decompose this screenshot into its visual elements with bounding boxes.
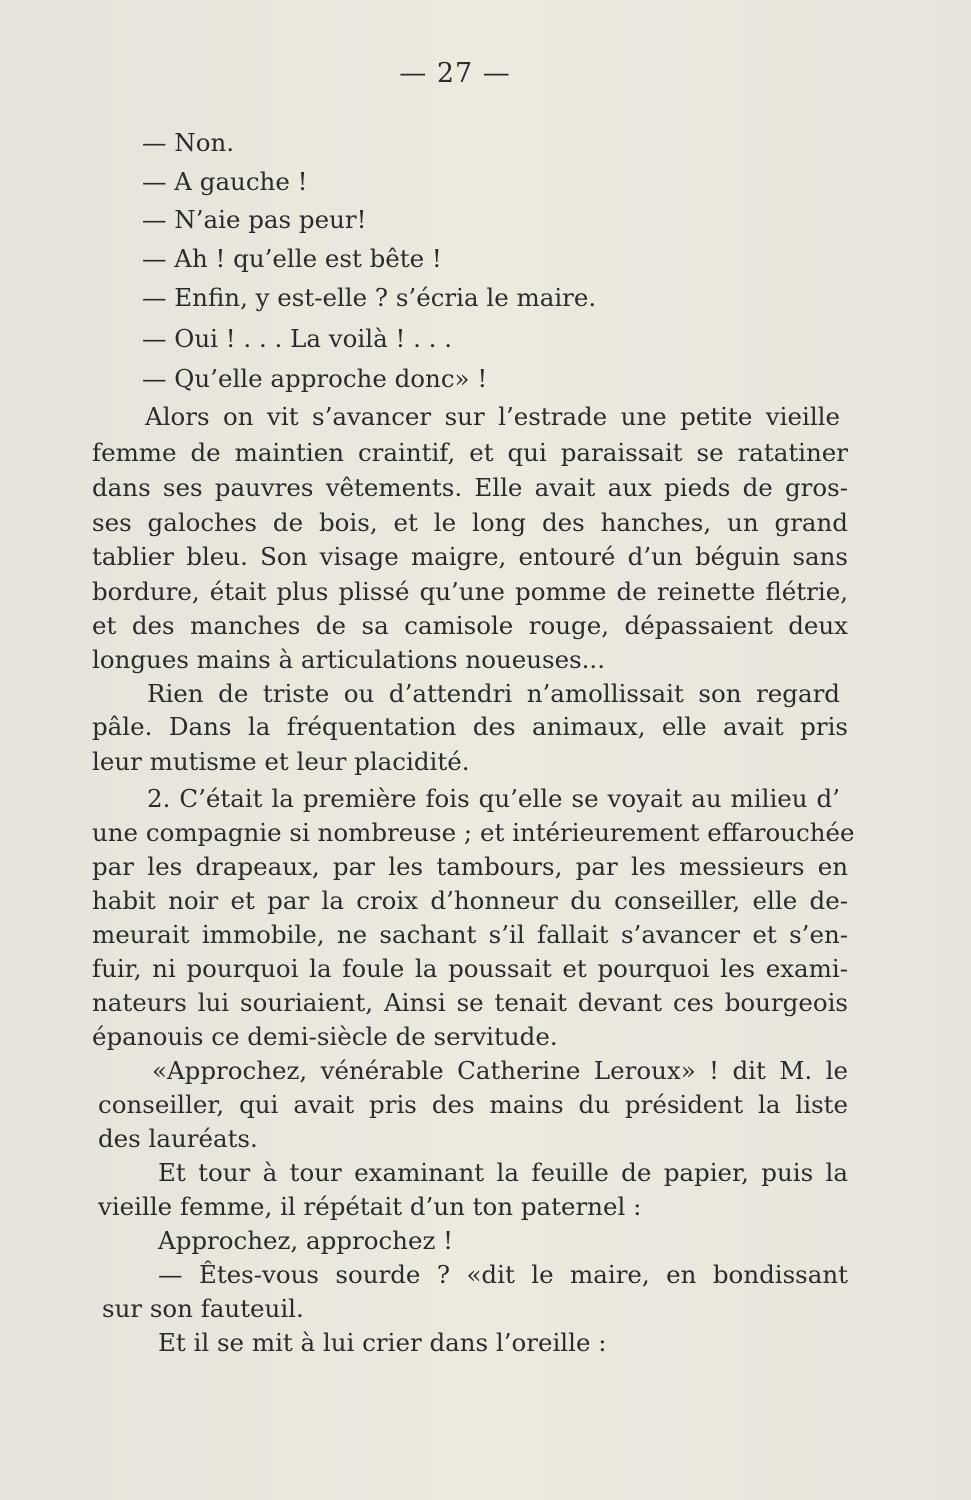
text-line: sur son fauteuil. <box>102 1294 304 1323</box>
text-line: et des manches de sa camisole rouge, dépassaient deux <box>92 611 848 640</box>
text-line: pâle. Dans la fréquentation des animaux, elle avait pris <box>92 712 848 741</box>
text-line: ses galoches de bois, et le long des hanches, un grand <box>92 508 848 537</box>
text-line: habit noir et par la croix d’honneur du conseiller, elle de- <box>92 886 848 915</box>
text-line: femme de maintien craintif, et qui paraissait se ratatiner <box>92 438 848 467</box>
text-line: bordure, était plus plissé qu’une pomme de reinette flétrie, <box>92 577 848 606</box>
text-line: fuir, ni pourquoi la foule la poussait et pourquoi les exami- <box>92 954 848 983</box>
text-line: nateurs lui souriaient, Ainsi se tenait devant ces bourgeois <box>92 988 848 1017</box>
text-line: Et tour à tour examinant la feuille de papier, puis la <box>158 1158 848 1187</box>
text-line: — Êtes-vous sourde ? «dit le maire, en bondissant <box>158 1260 848 1289</box>
text-line: Rien de triste ou d’attendri n’amollissait son regard <box>147 679 840 708</box>
text-line: Approchez, approchez ! <box>158 1226 453 1255</box>
text-line: des lauréats. <box>98 1124 258 1153</box>
text-line: — Ah ! qu’elle est bête ! <box>142 244 442 273</box>
text-line: — Non. <box>142 128 235 157</box>
text-line: — N’aie pas peur! <box>142 205 367 234</box>
page-number: — 27 — <box>399 58 511 89</box>
text-line: par les drapeaux, par les tambours, par les messieurs en <box>92 852 848 881</box>
text-line: — Qu’elle approche donc» ! <box>142 364 488 393</box>
text-line: une compagnie si nombreuse ; et intérieurement effarouchée <box>92 818 855 847</box>
text-line: tablier bleu. Son visage maigre, entouré d’un béguin sans <box>92 542 848 571</box>
text-line: conseiller, qui avait pris des mains du président la liste <box>98 1090 848 1119</box>
text-line: leur mutisme et leur placidité. <box>92 747 470 776</box>
text-line: épanouis ce demi-siècle de servitude. <box>92 1022 558 1051</box>
text-line: meurait immobile, ne sachant s’il fallait s’avancer et s’en- <box>92 920 848 949</box>
text-line: Alors on vit s’avancer sur l’estrade une petite vieille <box>145 402 840 431</box>
text-line: «Approchez, vénérable Catherine Leroux» ! dit M. le <box>152 1056 848 1085</box>
text-line: — Enfin, y est-elle ? s’écria le maire. <box>142 283 597 312</box>
text-line: vieille femme, il répétait d’un ton paternel : <box>98 1192 642 1221</box>
text-line: Et il se mit à lui crier dans l’oreille : <box>158 1328 607 1357</box>
text-line: 2. C’était la première fois qu’elle se voyait au milieu d’ <box>147 784 840 813</box>
text-line: dans ses pauvres vêtements. Elle avait aux pieds de gros- <box>92 473 848 502</box>
text-line: — A gauche ! <box>142 167 308 196</box>
text-line: longues mains à articulations noueuses... <box>92 645 606 674</box>
text-line: — Oui ! . . . La voilà ! . . . <box>142 324 453 353</box>
